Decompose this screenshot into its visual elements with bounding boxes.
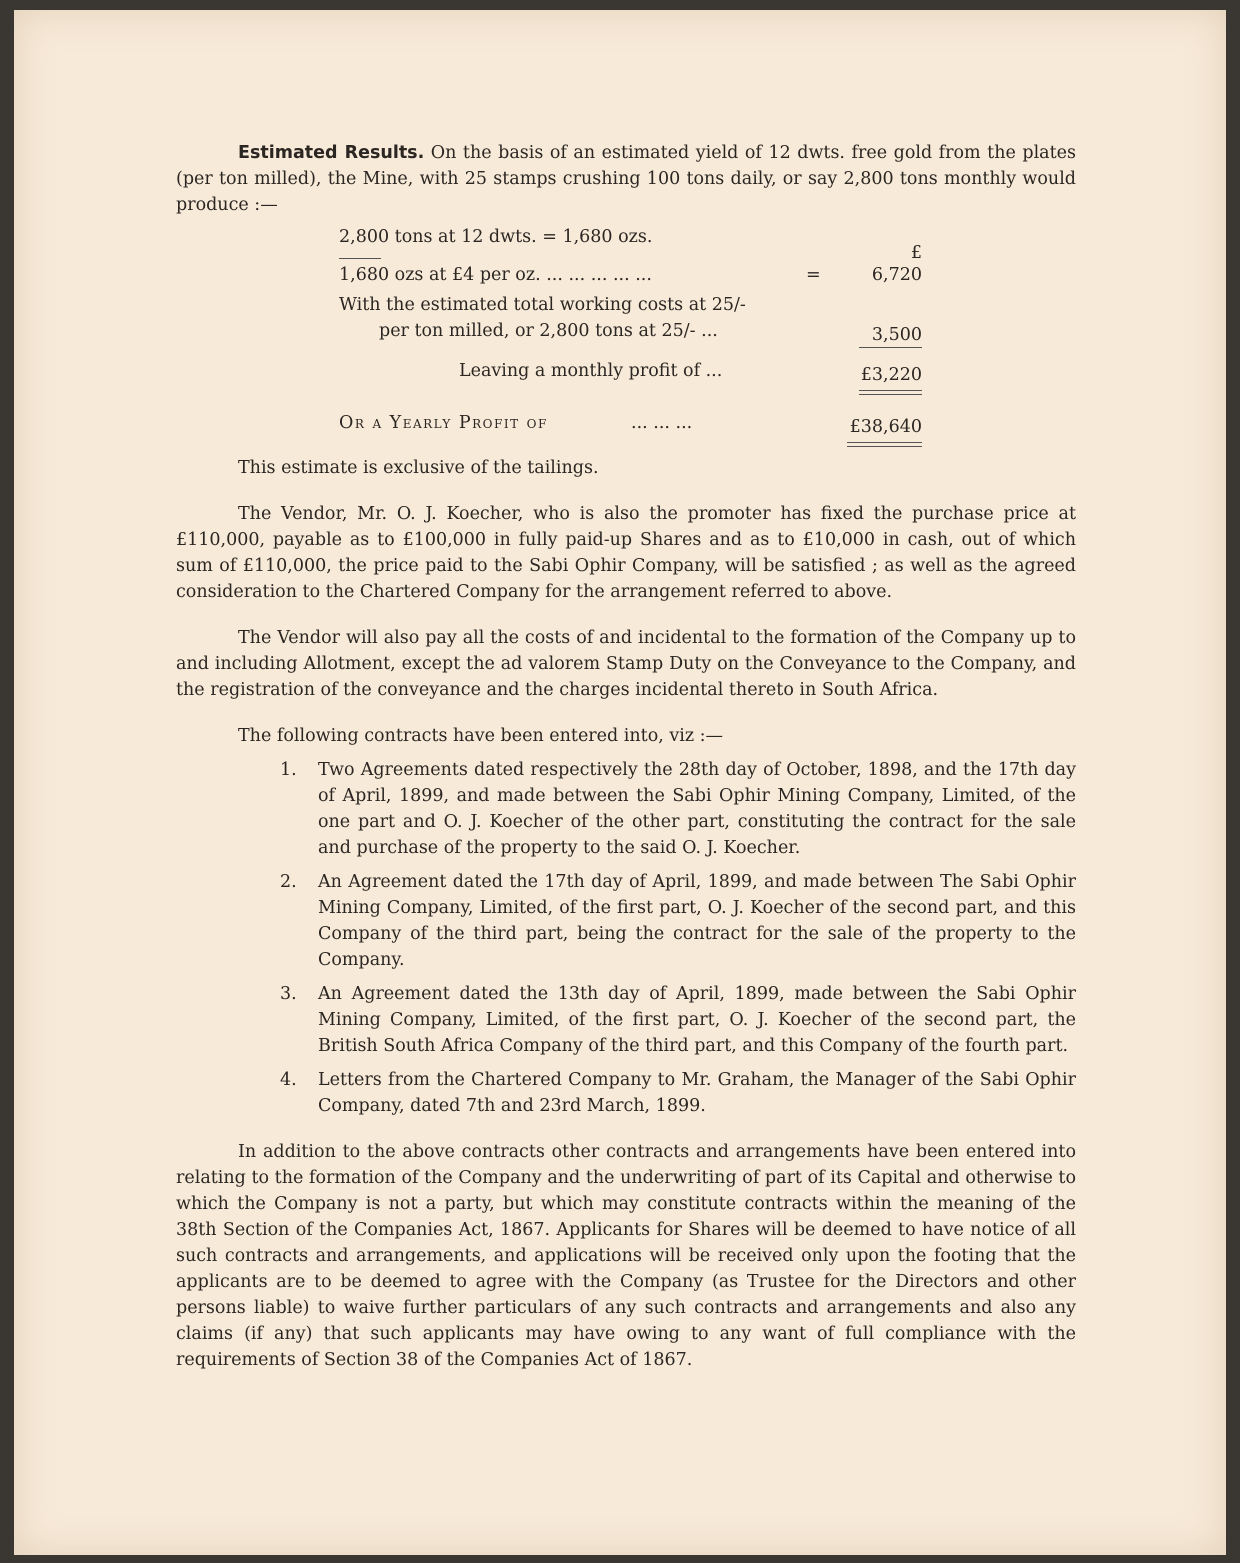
profit-calculation bbox=[176, 220, 1076, 455]
calc-amount-monthly: £3,220 bbox=[860, 365, 922, 385]
contract-text: An Agreement dated the 17th day of April, 1899, and made between The Sabi Ophir Mining Company, Limited, of the first part, O. J. Koecher of the second part, and this Company of the third part, being the contract for the sale of the property to the Company. bbox=[318, 872, 1076, 970]
vendor-price-paragraph: The Vendor, Mr. O. J. Koecher, who is also the promoter has fixed the purchase price at £110,000, payable as to £100,000 in fully paid-up Shares and as to £10,000 in cash, out of which sum of £110,000, the price paid to the Sabi Ophir Company, will be satisfied ; as well as the agreed consideration to the Chartered Company for the arrangement referred to above. bbox=[176, 504, 1076, 602]
calc-line-tons: 2,800 tons at 12 dwts. = 1,680 ozs. bbox=[339, 227, 653, 247]
contract-item bbox=[176, 869, 1076, 973]
contracts-list bbox=[176, 757, 1076, 1119]
contract-text: An Agreement dated the 13th day of April, 1899, made between the Sabi Ophir Mining Company, Limited, of the first part, O. J. Koecher of the second part, the British South Africa Company of the third part, and this Company of the fourth part. bbox=[318, 984, 1076, 1056]
document-page bbox=[14, 10, 1226, 1555]
estimated-results-paragraph bbox=[176, 140, 1076, 218]
contract-number: 3. bbox=[280, 984, 297, 1004]
calc-yearly-dots: ... ... ... bbox=[631, 413, 693, 433]
calc-monthly-double-rule bbox=[859, 390, 922, 395]
contract-number: 4. bbox=[280, 1070, 297, 1090]
contract-number: 1. bbox=[280, 760, 297, 780]
calc-line-costs-1: With the estimated total working costs at 25/- bbox=[339, 295, 746, 315]
contract-text: Two Agreements dated respectively the 28th day of October, 1898, and the 17th day of April, 1899, and made between the Sabi Ophir Mining Company, Limited, of the one part and O. J. Koecher of the other part, constituting the contract for the sale and purchase of the property to the said O. J. Koecher. bbox=[318, 760, 1076, 858]
estimated-results-text: On the basis of an estimated yield of 12 dwts. free gold from the plates (per ton milled), the Mine, with 25 stamps crushing 100 tons daily, or say 2,800 tons monthly would produce :— bbox=[176, 143, 1076, 215]
additional-contracts-paragraph: In addition to the above contracts other contracts and arrangements have been entered into relating to the formation of the Company and the underwriting of part of its Capital and otherwise to which the Company is not a party, but which may constitute contracts within the meaning of the 38th Section of the Companies Act, 1867. Applicants for Shares will be deemed to have notice of all such contracts and arrangements, and applications will be received only upon the footing that the applicants are to be deemed to agree with the Company (as Trustee for the Directors and other persons liable) to waive further particulars of any such contracts and arrangements and also any claims (if any) that such applicants may have owing to any want of full compliance with the requirements of Section 38 of the Companies Act of 1867. bbox=[176, 1142, 1076, 1370]
calc-yearly-double-rule bbox=[847, 442, 922, 447]
calc-line-yearly: Or a Yearly Profit of bbox=[339, 413, 548, 433]
calc-short-rule bbox=[339, 258, 381, 259]
calc-line-ozs: 1,680 ozs at £4 per oz. ... ... ... ... ... bbox=[339, 265, 652, 285]
document-body bbox=[176, 140, 1076, 1373]
contract-number: 2. bbox=[280, 872, 297, 892]
calc-line-monthly: Leaving a monthly profit of ... bbox=[459, 361, 723, 381]
contract-text: Letters from the Chartered Company to Mr. Graham, the Manager of the Sabi Ophir Company, dated 7th and 23rd March, 1899. bbox=[318, 1070, 1076, 1116]
contract-item bbox=[176, 981, 1076, 1059]
contract-item bbox=[176, 1067, 1076, 1119]
contract-item bbox=[176, 757, 1076, 861]
calc-amount-gross: 6,720 bbox=[871, 265, 922, 285]
calc-amount-yearly: £38,640 bbox=[849, 417, 922, 437]
section-heading: Estimated Results. bbox=[238, 143, 425, 163]
calc-amount-costs: 3,500 bbox=[871, 325, 922, 345]
calc-equals: = bbox=[806, 265, 821, 285]
calc-currency-header: £ bbox=[910, 243, 922, 263]
vendor-costs-paragraph: The Vendor will also pay all the costs of and incidental to the formation of the Company up to and including Allotment, except the ad valorem Stamp Duty on the Conveyance to the Company, and the registration of the conveyance and the charges incidental thereto in South Africa. bbox=[176, 628, 1076, 700]
calc-line-costs-2: per ton milled, or 2,800 tons at 25/- ... bbox=[379, 321, 718, 341]
calc-subtotal-rule bbox=[859, 347, 922, 348]
tailings-note: This estimate is exclusive of the tailings. bbox=[238, 458, 599, 478]
contracts-intro: The following contracts have been entered into, viz :— bbox=[238, 726, 724, 746]
